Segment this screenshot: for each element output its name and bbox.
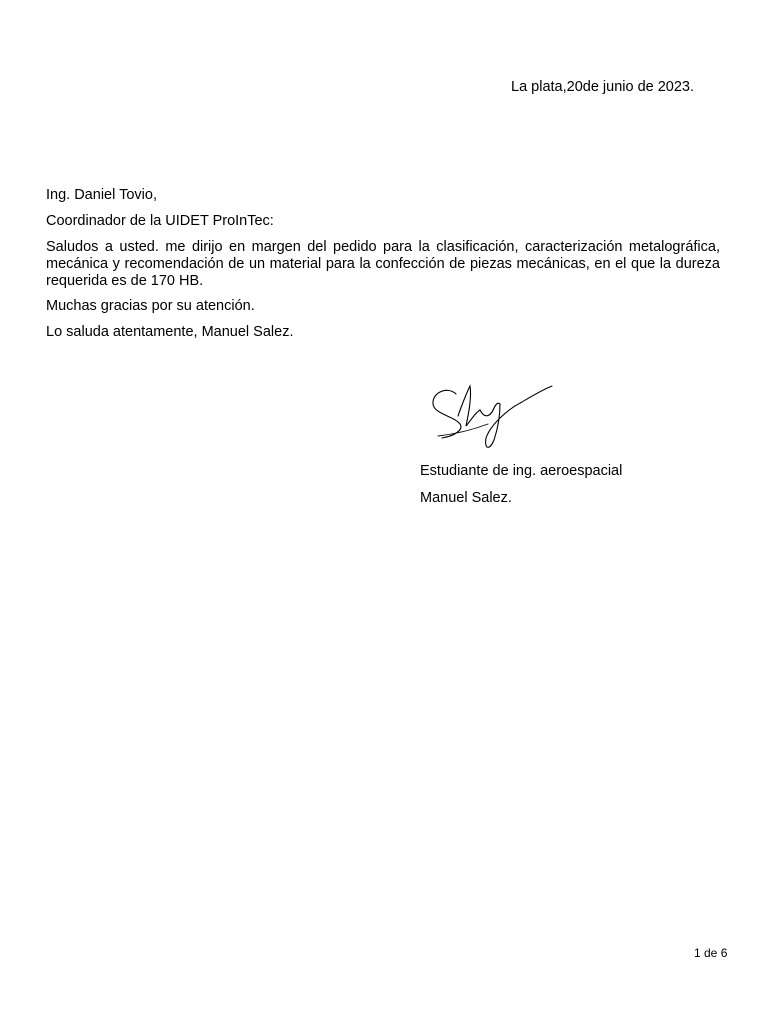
letter-body: Saludos a usted. me dirijo en margen del pedido para la clasificación, caracterización metalográfica, mecánica y recomendación de un material para la confección de piezas mecánicas, en el que la dureza requerida es de 170 HB. (46, 239, 720, 289)
letter-date: La plata,20de junio de 2023. (511, 79, 695, 95)
recipient-name: Ing. Daniel Tovio, (46, 187, 157, 203)
page-indicator: 1 de 6 (694, 946, 728, 960)
recipient-role: Coordinador de la UIDET ProInTec: (46, 213, 274, 229)
signer-name: Manuel Salez. (420, 490, 512, 506)
thanks-line: Muchas gracias por su atención. (46, 298, 255, 314)
handwritten-signature (426, 380, 556, 452)
closing-line: Lo saluda atentamente, Manuel Salez. (46, 324, 294, 340)
signer-title: Estudiante de ing. aeroespacial (420, 463, 623, 479)
